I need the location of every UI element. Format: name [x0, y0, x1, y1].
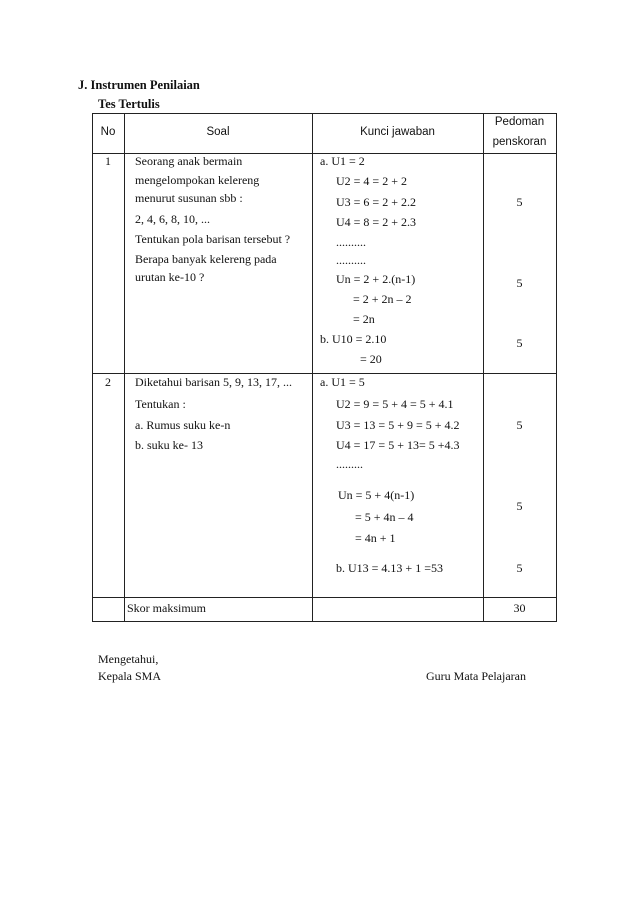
- row-2-answer-line: Un = 5 + 4(n-1): [338, 488, 415, 502]
- row-2-answer-line: U2 = 9 = 5 + 4 = 5 + 4.1: [336, 397, 454, 411]
- guru-mata-pelajaran-label: Guru Mata Pelajaran: [426, 669, 526, 683]
- row-2-question-line: a. Rumus suku ke-n: [135, 418, 231, 432]
- row-1-question-line: Tentukan pola barisan tersebut ?: [135, 232, 291, 246]
- row-1-answer-line: = 2 + 2n – 2: [353, 292, 412, 306]
- row-1-question-line: mengelompokan kelereng: [135, 173, 260, 187]
- row-1-question-line: Berapa banyak kelereng pada: [135, 252, 277, 266]
- row-1-question-line: urutan ke-10 ?: [135, 270, 205, 284]
- total-value: 30: [513, 601, 526, 615]
- row-2-answer-line: U3 = 13 = 5 + 9 = 5 + 4.2: [336, 418, 460, 432]
- section-title: J. Instrumen Penilaian: [78, 78, 200, 92]
- row-2-question-line: Tentukan :: [135, 397, 186, 411]
- total-label: Skor maksimum: [127, 601, 207, 615]
- row-1-answer-line: = 20: [360, 352, 382, 366]
- header-penskoran: penskoran: [492, 136, 547, 148]
- row-1-question-line: menurut susunan sbb :: [135, 191, 243, 205]
- row-1-answer-line: ..........: [336, 253, 366, 267]
- header-soal: Soal: [206, 126, 230, 138]
- header-kunci-jawaban: Kunci jawaban: [360, 126, 435, 138]
- row-2-answer-line: b. U13 = 4.13 + 1 =53: [336, 561, 443, 575]
- row-2-question-line: Diketahui barisan 5, 9, 13, 17, ...: [135, 375, 292, 389]
- row-2-score: 5: [516, 418, 523, 432]
- row-1-score: 5: [516, 195, 523, 209]
- row-1-answer-line: b. U10 = 2.10: [320, 332, 387, 346]
- row-1-number: 1: [105, 154, 111, 168]
- row-1-score: 5: [516, 276, 523, 290]
- header-pedoman: Pedoman: [494, 116, 545, 128]
- row-1-answer-line: ..........: [336, 235, 366, 249]
- kepala-sekolah-label: Kepala SMA: [98, 669, 161, 683]
- row-1-question-line: 2, 4, 6, 8, 10, ...: [135, 212, 210, 226]
- row-2-answer-line: = 4n + 1: [355, 531, 396, 545]
- row-1-answer-line: Un = 2 + 2.(n-1): [336, 272, 416, 286]
- section-subtitle: Tes Tertulis: [98, 97, 160, 111]
- row-1-answer-line: U3 = 6 = 2 + 2.2: [336, 195, 416, 209]
- row-2-question-line: b. suku ke- 13: [135, 438, 203, 452]
- row-2-score: 5: [516, 561, 523, 575]
- row-1-question-line: Seorang anak bermain: [135, 154, 243, 168]
- row-2-answer-line: .........: [336, 457, 363, 471]
- row-2-answer-line: U4 = 17 = 5 + 13= 5 +4.3: [336, 438, 460, 452]
- row-1-answer-line: = 2n: [353, 312, 375, 326]
- row-1-answer-line: U2 = 4 = 2 + 2: [336, 174, 407, 188]
- row-1-score: 5: [516, 336, 523, 350]
- header-no: No: [100, 126, 116, 138]
- row-2-number: 2: [105, 375, 111, 389]
- row-1-answer-line: U4 = 8 = 2 + 2.3: [336, 215, 416, 229]
- mengetahui-label: Mengetahui,: [98, 652, 159, 666]
- row-1-answer-line: a. U1 = 2: [320, 154, 365, 168]
- row-2-answer-line: = 5 + 4n – 4: [355, 510, 414, 524]
- row-2-answer-line: a. U1 = 5: [320, 375, 365, 389]
- row-2-score: 5: [516, 499, 523, 513]
